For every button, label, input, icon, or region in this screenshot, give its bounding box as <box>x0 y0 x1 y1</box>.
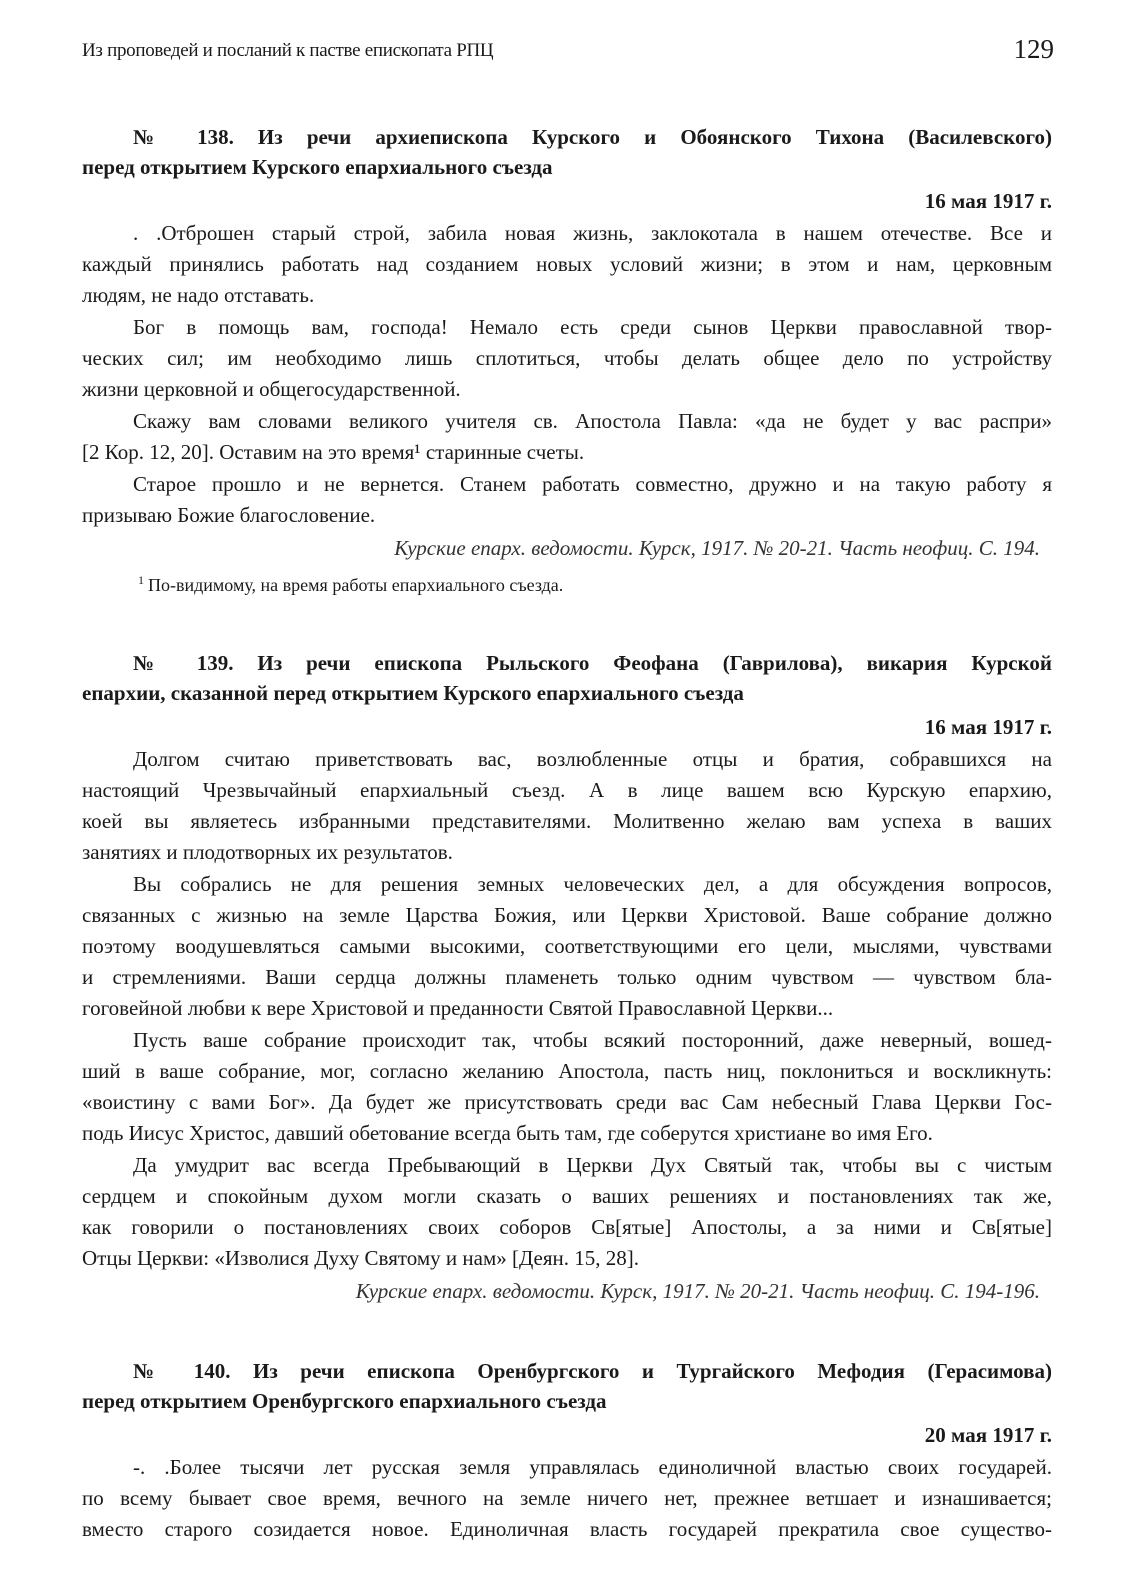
text-line: вместо старого созидается новое. Единоличная власть государей прекратила свое существо- <box>82 1517 1052 1541</box>
section-title <box>82 122 1052 182</box>
text-line: сердцем и спокойным духом могли сказать о ваших решениях и постановлениях так же, <box>82 1184 1052 1208</box>
title-line: епархии, сказанной перед открытием Курского епархиального съезда <box>82 681 744 705</box>
text-line: связанных с жизнью на земле Царства Божия, или Церкви Христовой. Ваше собрание должно <box>82 903 1052 927</box>
text-line: Пусть ваше собрание происходит так, чтобы всякий посторонний, даже неверный, вошед- <box>133 1028 1052 1052</box>
footnote <box>82 565 1052 600</box>
paragraph <box>82 869 1052 1024</box>
running-title: Из проповедей и посланий к пастве епископата РПЦ <box>82 40 494 61</box>
text-line: -. .Более тысячи лет русская земля управлялась единоличной властью своих государей. <box>133 1455 1052 1479</box>
document-section <box>82 648 1052 1308</box>
text-line: Бог в помощь вам, господа! Немало есть среди сынов Церкви православной твор- <box>133 315 1052 339</box>
document-body <box>82 122 1052 1546</box>
text-line: гоговейной любви к вере Христовой и преданности Святой Православной Церкви... <box>82 996 834 1020</box>
text-line: [2 Кор. 12, 20]. Оставим на это время¹ старинные счеты. <box>82 440 585 464</box>
running-header <box>82 34 1054 70</box>
title-line: № 140. Из речи епископа Оренбургского и Тургайского Мефодия (Герасимова) <box>133 1359 1052 1383</box>
text-line: призываю Божие благословение. <box>82 503 376 527</box>
paragraph <box>82 1150 1052 1274</box>
source-citation: Курские епарх. ведомости. Курск, 1917. № 20-21. Часть неофиц. С. 194. <box>394 536 1040 560</box>
section-date: 16 мая 1917 г. <box>924 715 1052 739</box>
paragraph <box>82 1025 1052 1149</box>
text-line: поэтому воодушевляться самыми высокими, соответствующими его цели, мыслями, чувствами <box>82 934 1052 958</box>
text-line: и стремлениями. Ваши сердца должны пламенеть только одним чувством — чувством бла- <box>82 965 1052 989</box>
text-line: людям, не надо отставать. <box>82 283 315 307</box>
title-line: № 138. Из речи архиепископа Курского и Обоянского Тихона (Василевского) <box>133 125 1052 149</box>
section-title <box>82 1356 1052 1416</box>
text-line: жизни церковной и общегосударственной. <box>82 377 461 401</box>
document-section <box>82 122 1052 600</box>
section-date: 20 мая 1917 г. <box>924 1423 1052 1447</box>
text-line: Отцы Церкви: «Изволися Духу Святому и нам» [Деян. 15, 28]. <box>82 1246 640 1270</box>
paragraph <box>82 406 1052 468</box>
text-line: подь Иисус Христос, давший обетование всегда быть там, где соберутся христиане во имя Его. <box>82 1121 933 1145</box>
text-line: каждый принялись работать над созданием новых условий жизни; в этом и нам, церковным <box>82 252 1052 276</box>
text-line: коей вы являетесь избранными представителями. Молитвенно желаю вам успеха в ваших <box>82 809 1052 833</box>
paragraph <box>82 469 1052 531</box>
section-date: 16 мая 1917 г. <box>924 189 1052 213</box>
text-line: . .Отброшен старый строй, забила новая жизнь, заклокотала в нашем отечестве. Все и <box>133 221 1052 245</box>
title-line: перед открытием Оренбургского епархиального съезда <box>82 1389 607 1413</box>
text-line: настоящий Чрезвычайный епархиальный съезд. А в лице вашем всю Курскую епархию, <box>82 778 1052 802</box>
footnote-text: По-видимому, на время работы епархиального съезда. <box>148 575 564 595</box>
paragraph <box>82 312 1052 405</box>
text-line: Да умудрит вас всегда Пребывающий в Церкви Дух Святый так, чтобы вы с чистым <box>133 1153 1052 1177</box>
text-line: по всему бывает свое время, вечного на земле ничего нет, прежнее ветшает и изнашивается; <box>82 1486 1052 1510</box>
text-line: Скажу вам словами великого учителя св. Апостола Павла: «да не будет у вас распри» <box>133 409 1052 433</box>
title-line: перед открытием Курского епархиального съезда <box>82 155 553 179</box>
page-number: 129 <box>1013 34 1054 64</box>
text-line: как говорили о постановлениях своих соборов Св[ятые] Апостолы, а за ними и Св[ятые] <box>82 1215 1052 1239</box>
paragraph <box>82 744 1052 868</box>
document-section <box>82 1356 1052 1545</box>
section-title <box>82 648 1052 708</box>
text-line: Долгом считаю приветствовать вас, возлюбленные отцы и братия, собравшихся на <box>133 747 1052 771</box>
text-line: Вы собрались не для решения земных человеческих дел, а для обсуждения вопросов, <box>133 872 1052 896</box>
text-line: ший в ваше собрание, мог, согласно желанию Апостола, пасть ниц, поклониться и воскликнуть: <box>82 1059 1052 1083</box>
text-line: Старое прошло и не вернется. Станем работать совместно, дружно и на такую работу я <box>133 472 1052 496</box>
text-line: «воистину с вами Бог». Да будет же присутствовать среди вас Сам небесный Глава Церкви Гос- <box>82 1090 1052 1114</box>
footnote-mark: 1 <box>138 573 144 587</box>
paragraph <box>82 218 1052 311</box>
text-line: ческих сил; им необходимо лишь сплотиться, чтобы делать общее дело по устройству <box>82 346 1052 370</box>
title-line: № 139. Из речи епископа Рыльского Феофана (Гаврилова), викария Курской <box>133 651 1052 675</box>
paragraph <box>82 1452 1052 1545</box>
source-citation: Курские епарх. ведомости. Курск, 1917. № 20-21. Часть неофиц. С. 194-196. <box>355 1279 1040 1303</box>
text-line: занятиях и плодотворных их результатов. <box>82 840 453 864</box>
